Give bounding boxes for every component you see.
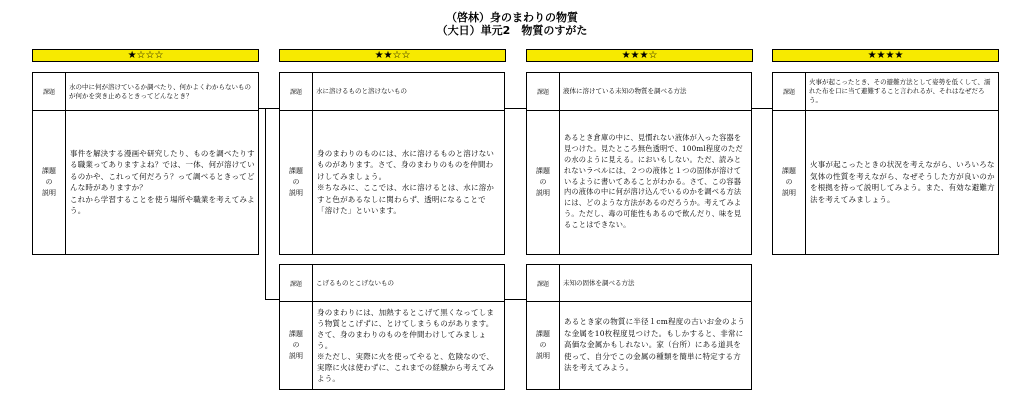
explanation-text: あるとき倉庫の中に、見慣れない液体が入った容器を見つけた。見たところ無色透明で、100ml程度のただの水のように見える。においもしない。ただ、読みとれないラベルには、２つの液体と１つの固体が溶けているように書いてあることがわかる。さて、この容器内の液体の中に何が溶け込んでいるのかを調べる方法には、どのような方法があるのだろうか。考えてみよう。ただし、毒の可能性もあるので飲んだり、味を見ることはできない。 <box>564 133 743 229</box>
task-row <box>527 73 751 111</box>
connector-line <box>505 108 526 109</box>
task-label: 課題 <box>280 73 313 110</box>
task-card-2 <box>279 72 505 255</box>
explanation-text: あるとき家の物質に半径１cm程度の古いお金のような金属を10枚程度見つけた。もしかすると、非常に高価な金属かもしれない。家（台所）にある道具を使って、自分でこの金属の種類を簡単に特定する方法を考えてみよう。 <box>564 317 746 373</box>
level-header-3: ★★★☆ <box>526 49 753 62</box>
connector-line <box>259 108 279 109</box>
explanation-text: 事件を解決する漫画や研究したり、ものを調べたりする職業ってありますよね？では、一体、何が溶けているのかや、これって何だろう？って調べるときってどんな時がありますか？ これから学習することを使う場所や職業を考えてみよう。 <box>70 148 255 215</box>
explanation-row <box>773 110 998 254</box>
connector-line <box>505 299 526 300</box>
explanation-label: 課題 の 説明 <box>527 301 560 389</box>
level-header-1: ★☆☆☆ <box>32 49 259 62</box>
explanation-row <box>527 110 751 254</box>
task-row <box>527 265 751 302</box>
explanation-text: 身のまわりのものには、水に溶けるものと溶けないものがあります。さて、身のまわりのものを仲間わけしてみましょう。 ※ちなみに、ここでは、水に溶けるとは、水に溶かすと色があるなしに関わらず、透明になることで「溶けた」といいます。 <box>317 148 495 215</box>
connector-line <box>265 108 266 300</box>
level-header-4: ★★★★ <box>772 49 999 62</box>
explanation-label: 課題 の 説明 <box>33 110 66 254</box>
explanation-row <box>280 301 504 389</box>
task-text: 未知の固体を調べる方法 <box>563 278 635 287</box>
explanation-text: 身のまわりには、加熱するとこげて黒くなってしまう物質とこげずに、とけてしまうものがあります。さて、身のまわりのものを仲間わけしてみましょう。 ※ただし、実際に火を使ってやると、危険なので、実際に火は使わずに、これまでの経験から考えてみよう。 <box>317 307 495 383</box>
explanation-row <box>33 110 258 254</box>
task-text: 水に溶けるものと溶けないもの <box>316 87 407 95</box>
task-card-1 <box>32 72 259 255</box>
page-title: （啓林）身のまわりの物質 <box>446 11 578 24</box>
level-header-2: ★★☆☆ <box>279 49 506 62</box>
task-row <box>773 73 998 111</box>
task-row <box>33 73 258 111</box>
explanation-label: 課題 の 説明 <box>773 110 806 254</box>
task-row <box>280 73 504 111</box>
task-label: 課題 <box>33 73 66 110</box>
task-card-6 <box>526 264 752 390</box>
task-card-4 <box>772 72 999 255</box>
connector-line <box>752 108 772 109</box>
explanation-text: 火事が起こったときの状況を考えながら、いろいろな気体の性質を考えながら、なぜそうした方が良いのかを根拠を持って説明してみよう。また、有効な避難方法を考えてみましょう。 <box>810 160 995 204</box>
task-text: 水の中に何が溶けているか調べたり、何かよくわからないものが何かを突き止めるときってどんなとき？ <box>69 82 251 100</box>
task-label: 課題 <box>527 265 560 301</box>
task-label: 課題 <box>280 265 313 301</box>
task-text: 火事が起こったとき、その避難方法として姿勢を低くして、濡れた布を口に当て避難すること言われるが、それはなぜだろう。 <box>809 78 991 104</box>
task-label: 課題 <box>527 73 560 110</box>
task-card-3 <box>526 72 752 255</box>
task-row <box>280 265 504 302</box>
explanation-row <box>280 110 504 254</box>
task-text: こげるものとこげないもの <box>316 278 394 287</box>
explanation-label: 課題 の 説明 <box>527 110 560 254</box>
task-label: 課題 <box>773 73 806 110</box>
task-text: 液体に溶けている未知の物質を調べる方法 <box>563 87 687 95</box>
connector-line <box>265 299 279 300</box>
explanation-label: 課題 の 説明 <box>280 301 313 389</box>
explanation-row <box>527 301 751 389</box>
task-card-5 <box>279 264 505 390</box>
page-subtitle: （大日）単元2 物質のすがた <box>436 24 588 37</box>
explanation-label: 課題 の 説明 <box>280 110 313 254</box>
